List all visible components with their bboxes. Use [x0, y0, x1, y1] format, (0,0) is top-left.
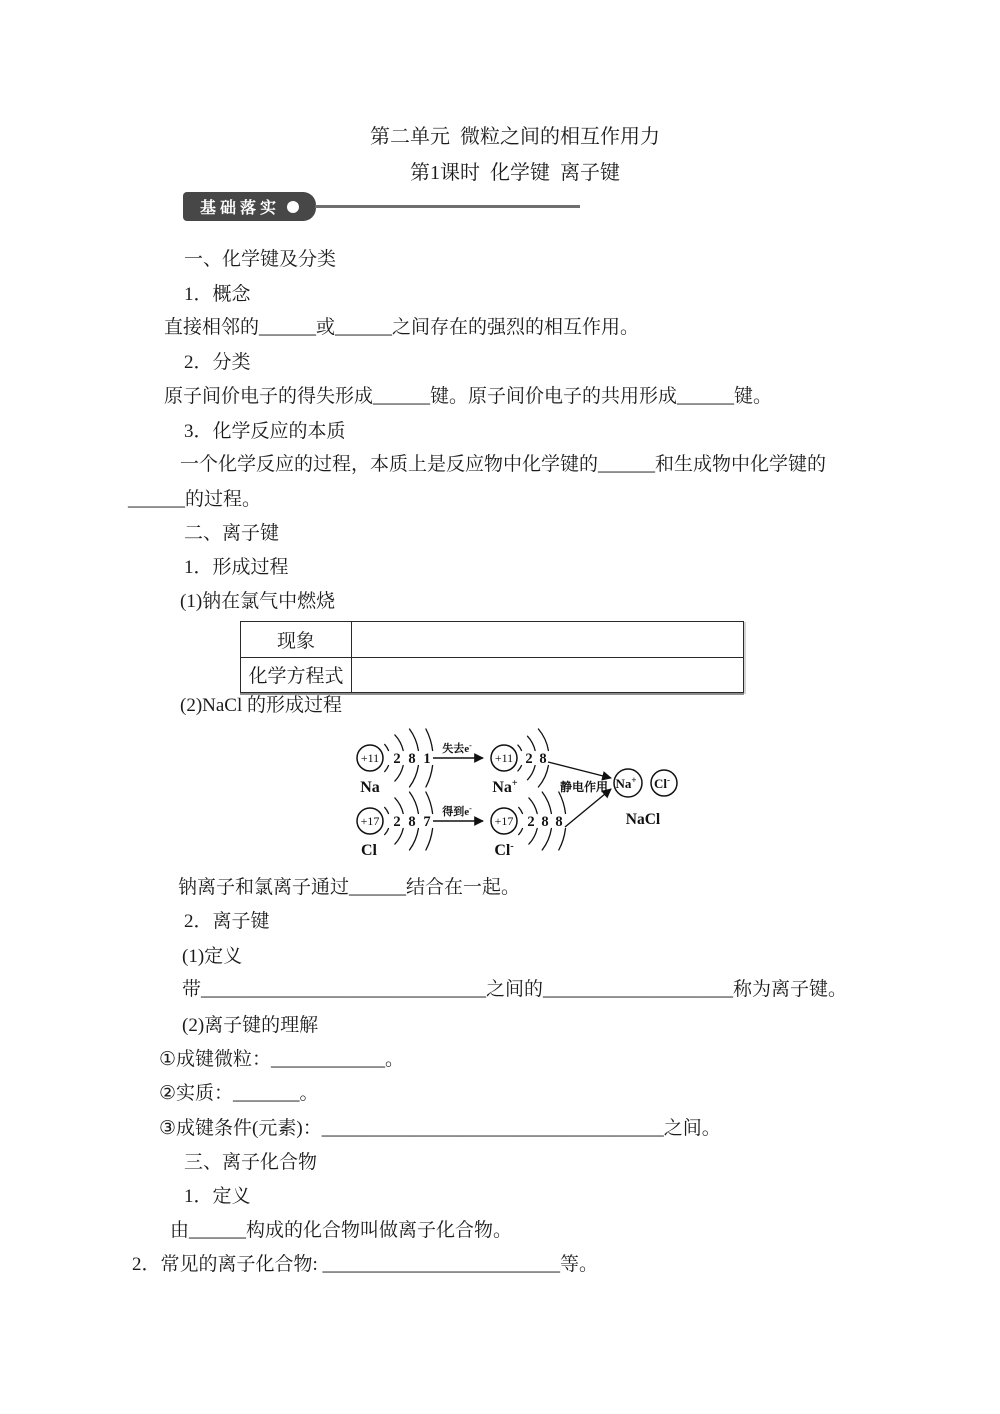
paragraph-classify: 原子间价电子的得失形成______键。原子间价电子的共用形成______键。: [164, 386, 773, 407]
cl-nucleus-charge: +17: [360, 814, 380, 828]
cl-shell-count: 8: [408, 814, 416, 830]
heading-1-1: 1．概念: [184, 284, 251, 305]
table-row-label: 现象: [241, 622, 352, 657]
cl-ion-label: Cl-: [494, 841, 514, 859]
paragraph-bond-substance: ②实质：_______。: [159, 1083, 319, 1104]
table-row-equation: [241, 657, 743, 693]
heading-2: 二、离子键: [184, 523, 280, 544]
electrostatic-label: 静电作用: [559, 780, 609, 794]
paragraph-bond-condition: ③成键条件(元素)：____________________________________之间。: [159, 1118, 721, 1139]
lose-electron-label: 失去e-: [442, 741, 472, 755]
paragraph-common-compounds: 2．常见的离子化合物: _________________________等。: [132, 1254, 599, 1275]
na-shell-count: 8: [408, 751, 416, 767]
na-ion-label: Na+: [492, 778, 518, 796]
cl-ion-shell-count: 8: [555, 814, 563, 830]
lesson-title: 第1课时 化学键 离子键: [410, 162, 620, 184]
section-banner-label: 基础落实: [199, 200, 280, 217]
paragraph-essence-line1: 一个化学反应的过程，本质上是反应物中化学键的______和生成物中化学键的: [180, 454, 827, 475]
na-ion-shell-count: 2: [525, 751, 533, 767]
na-shell-count: 1: [423, 751, 431, 767]
heading-2-2-2: (2)离子键的理解: [182, 1015, 319, 1036]
paragraph-bond-particle: ①成键微粒：____________。: [159, 1049, 405, 1070]
banner-rule-line: [315, 205, 580, 208]
paragraph-ions-combine: 钠离子和氯离子通过______结合在一起。: [178, 877, 521, 898]
electrostatic-arrow-top: [548, 762, 611, 778]
table-row-phenomenon: [241, 622, 743, 657]
table-row-value: [352, 622, 743, 657]
cl-shell-count: 7: [423, 814, 431, 830]
result-compound-label: NaCl: [625, 811, 661, 828]
heading-1: 一、化学键及分类: [184, 249, 337, 270]
result-na-label: Na+: [615, 775, 637, 791]
heading-2-2: 2．离子键: [184, 911, 270, 932]
heading-3-1: 1．定义: [184, 1186, 251, 1207]
gain-electron-label: 得到e-: [442, 804, 472, 818]
na-shell-count: 2: [393, 751, 401, 767]
cl-ion-nucleus-charge: +17: [494, 814, 514, 828]
cl-label: Cl: [361, 842, 377, 859]
heading-2-1-2: (2)NaCl 的形成过程: [180, 695, 343, 716]
table-row-label: 化学方程式: [241, 658, 352, 693]
heading-2-1-1: (1)钠在氯气中燃烧: [180, 591, 336, 612]
heading-1-2: 2．分类: [184, 352, 251, 373]
section-banner: [183, 192, 316, 221]
paragraph-essence-line2: ______的过程。: [128, 489, 262, 510]
unit-title: 第二单元 微粒之间的相互作用力: [370, 126, 660, 148]
paragraph-concept: 直接相邻的______或______之间存在的强烈的相互作用。: [164, 317, 640, 338]
paragraph-ionic-def: 由______构成的化合物叫做离子化合物。: [170, 1220, 513, 1241]
table-row-value: [352, 658, 743, 693]
na-ion-shell-count: 8: [539, 751, 547, 767]
cl-ion-shell-count: 8: [541, 814, 549, 830]
na-ion-nucleus-charge: +11: [494, 751, 514, 765]
na-label: Na: [360, 779, 380, 796]
nacl-formation-diagram: [330, 712, 710, 874]
result-cl-label: Cl-: [654, 775, 670, 791]
cl-shell-count: 2: [393, 814, 401, 830]
observation-table: [240, 621, 744, 693]
heading-1-3: 3．化学反应的本质: [184, 421, 346, 442]
bullet-circle-icon: [287, 201, 299, 213]
cl-ion-shell-count: 2: [527, 814, 535, 830]
electrostatic-arrow-bottom: [565, 789, 611, 827]
heading-2-1: 1．形成过程: [184, 557, 289, 578]
na-nucleus-charge: +11: [360, 751, 380, 765]
heading-2-2-1: (1)定义: [182, 946, 243, 967]
paragraph-definition: 带______________________________之间的____________________称为离子键。: [182, 979, 848, 1000]
heading-3: 三、离子化合物: [184, 1152, 318, 1173]
